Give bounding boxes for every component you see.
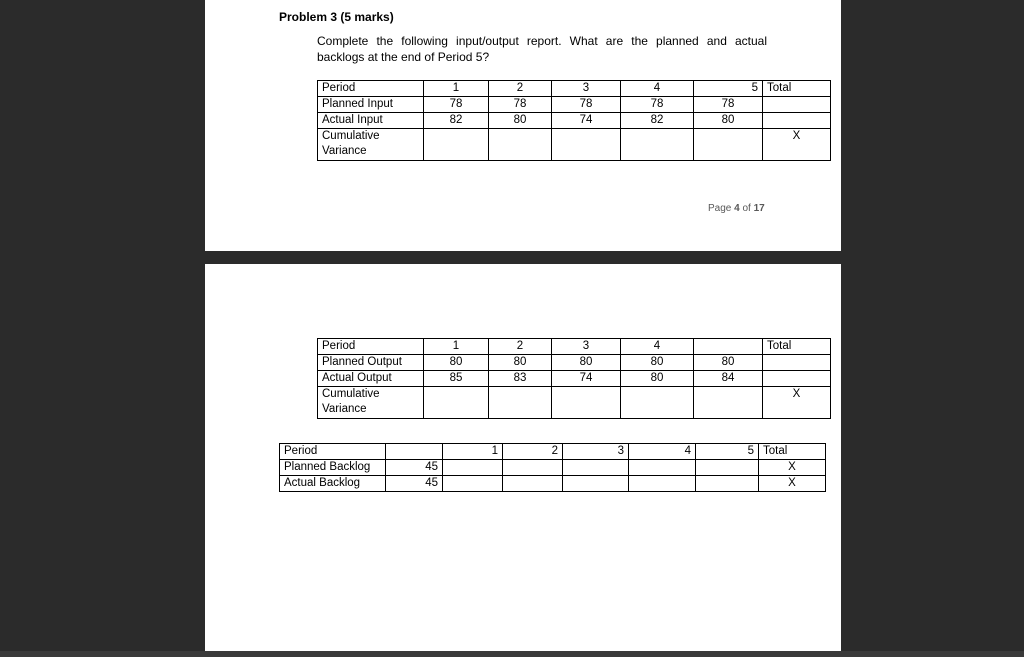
- table-cell: 80: [552, 355, 621, 371]
- table-cell: [621, 129, 694, 161]
- period-4-header: 4: [621, 81, 694, 97]
- period-1-header: 1: [424, 339, 489, 355]
- row-label: [318, 387, 424, 419]
- period-3-header: 3: [552, 339, 621, 355]
- table-cell: [696, 476, 759, 492]
- table-cell: 82: [621, 113, 694, 129]
- total-header: Total: [763, 81, 831, 97]
- period-2-header: 2: [489, 339, 552, 355]
- table-cell: 80: [694, 113, 763, 129]
- table-header-row: [318, 81, 831, 97]
- total-cell: [763, 113, 831, 129]
- table-cell: 80: [621, 371, 694, 387]
- period-2-header: 2: [503, 444, 563, 460]
- initial-header: [386, 444, 443, 460]
- table-cell: 83: [489, 371, 552, 387]
- period-1-header: 1: [424, 81, 489, 97]
- problem-title: Problem 3 (5 marks): [279, 10, 394, 24]
- table-cell: 80: [424, 355, 489, 371]
- table-header-row: [318, 339, 831, 355]
- table-cell: 82: [424, 113, 489, 129]
- output-report-table: [317, 338, 831, 419]
- period-4-header: 4: [621, 339, 694, 355]
- page-number-total: 17: [753, 203, 765, 214]
- total-cell: X: [763, 129, 831, 161]
- period-2-header: 2: [489, 81, 552, 97]
- period-3-header: 3: [563, 444, 629, 460]
- table-cell: 80: [489, 113, 552, 129]
- period-3-header: 3: [552, 81, 621, 97]
- problem-question: Complete the following input/output report. What are the planned and actual backlogs at the end of Period 5?: [317, 34, 767, 64]
- table-cell: [694, 387, 763, 419]
- period-5-header: 5: [696, 444, 759, 460]
- table-cell: [621, 387, 694, 419]
- table-cell: [489, 387, 552, 419]
- page-number: [708, 203, 765, 214]
- cumulative-variance-row: [318, 129, 831, 161]
- table-cell: 74: [552, 113, 621, 129]
- planned-output-row: [318, 355, 831, 371]
- table-cell: 78: [552, 97, 621, 113]
- table-cell: [443, 476, 503, 492]
- row-label-line-1: Cumulative: [322, 130, 380, 142]
- page-number-current: 4: [734, 203, 740, 214]
- row-label-line-2: Variance: [322, 403, 367, 415]
- total-cell: X: [763, 387, 831, 419]
- table-cell: [629, 460, 696, 476]
- table-cell: [629, 476, 696, 492]
- initial-backlog-cell: 45: [386, 476, 443, 492]
- table-cell: [694, 129, 763, 161]
- period-1-header: 1: [443, 444, 503, 460]
- row-label: Actual Backlog: [280, 476, 386, 492]
- period-4-header: 4: [629, 444, 696, 460]
- total-cell: X: [759, 476, 826, 492]
- table-cell: 78: [694, 97, 763, 113]
- initial-backlog-cell: 45: [386, 460, 443, 476]
- cumulative-variance-row: [318, 387, 831, 419]
- table-cell: [424, 129, 489, 161]
- backlog-table: [279, 443, 826, 492]
- status-bar: [0, 651, 1024, 657]
- row-label: Planned Output: [318, 355, 424, 371]
- table-cell: [552, 387, 621, 419]
- table-cell: [443, 460, 503, 476]
- planned-backlog-row: [280, 460, 826, 476]
- row-label-line-1: Cumulative: [322, 388, 380, 400]
- period-header: Period: [280, 444, 386, 460]
- total-cell: [763, 97, 831, 113]
- total-cell: [763, 355, 831, 371]
- row-label-line-2: Variance: [322, 145, 367, 157]
- actual-output-row: [318, 371, 831, 387]
- row-label: Actual Input: [318, 113, 424, 129]
- table-cell: 80: [621, 355, 694, 371]
- period-5-header: 5: [694, 81, 763, 97]
- actual-input-row: [318, 113, 831, 129]
- input-report-table: [317, 80, 831, 161]
- document-page-4: [205, 0, 841, 251]
- page-number-prefix: Page: [708, 203, 735, 214]
- document-page-5: [205, 264, 841, 657]
- page-number-middle: of: [739, 203, 754, 214]
- table-cell: [552, 129, 621, 161]
- table-cell: [424, 387, 489, 419]
- row-label: Actual Output: [318, 371, 424, 387]
- row-label: Planned Backlog: [280, 460, 386, 476]
- total-cell: X: [759, 460, 826, 476]
- table-cell: 80: [489, 355, 552, 371]
- actual-backlog-row: [280, 476, 826, 492]
- table-cell: 85: [424, 371, 489, 387]
- total-header: Total: [763, 339, 831, 355]
- table-cell: [563, 460, 629, 476]
- table-cell: 80: [694, 355, 763, 371]
- row-label: Planned Input: [318, 97, 424, 113]
- table-header-row: [280, 444, 826, 460]
- table-cell: [503, 476, 563, 492]
- total-header: Total: [759, 444, 826, 460]
- total-cell: [763, 371, 831, 387]
- table-cell: 78: [424, 97, 489, 113]
- row-label: [318, 129, 424, 161]
- table-cell: 84: [694, 371, 763, 387]
- table-cell: [503, 460, 563, 476]
- table-cell: [696, 460, 759, 476]
- table-cell: 78: [621, 97, 694, 113]
- table-cell: 74: [552, 371, 621, 387]
- period-header: Period: [318, 339, 424, 355]
- period-5-header: [694, 339, 763, 355]
- table-cell: [489, 129, 552, 161]
- table-cell: [563, 476, 629, 492]
- table-cell: 78: [489, 97, 552, 113]
- planned-input-row: [318, 97, 831, 113]
- period-header: Period: [318, 81, 424, 97]
